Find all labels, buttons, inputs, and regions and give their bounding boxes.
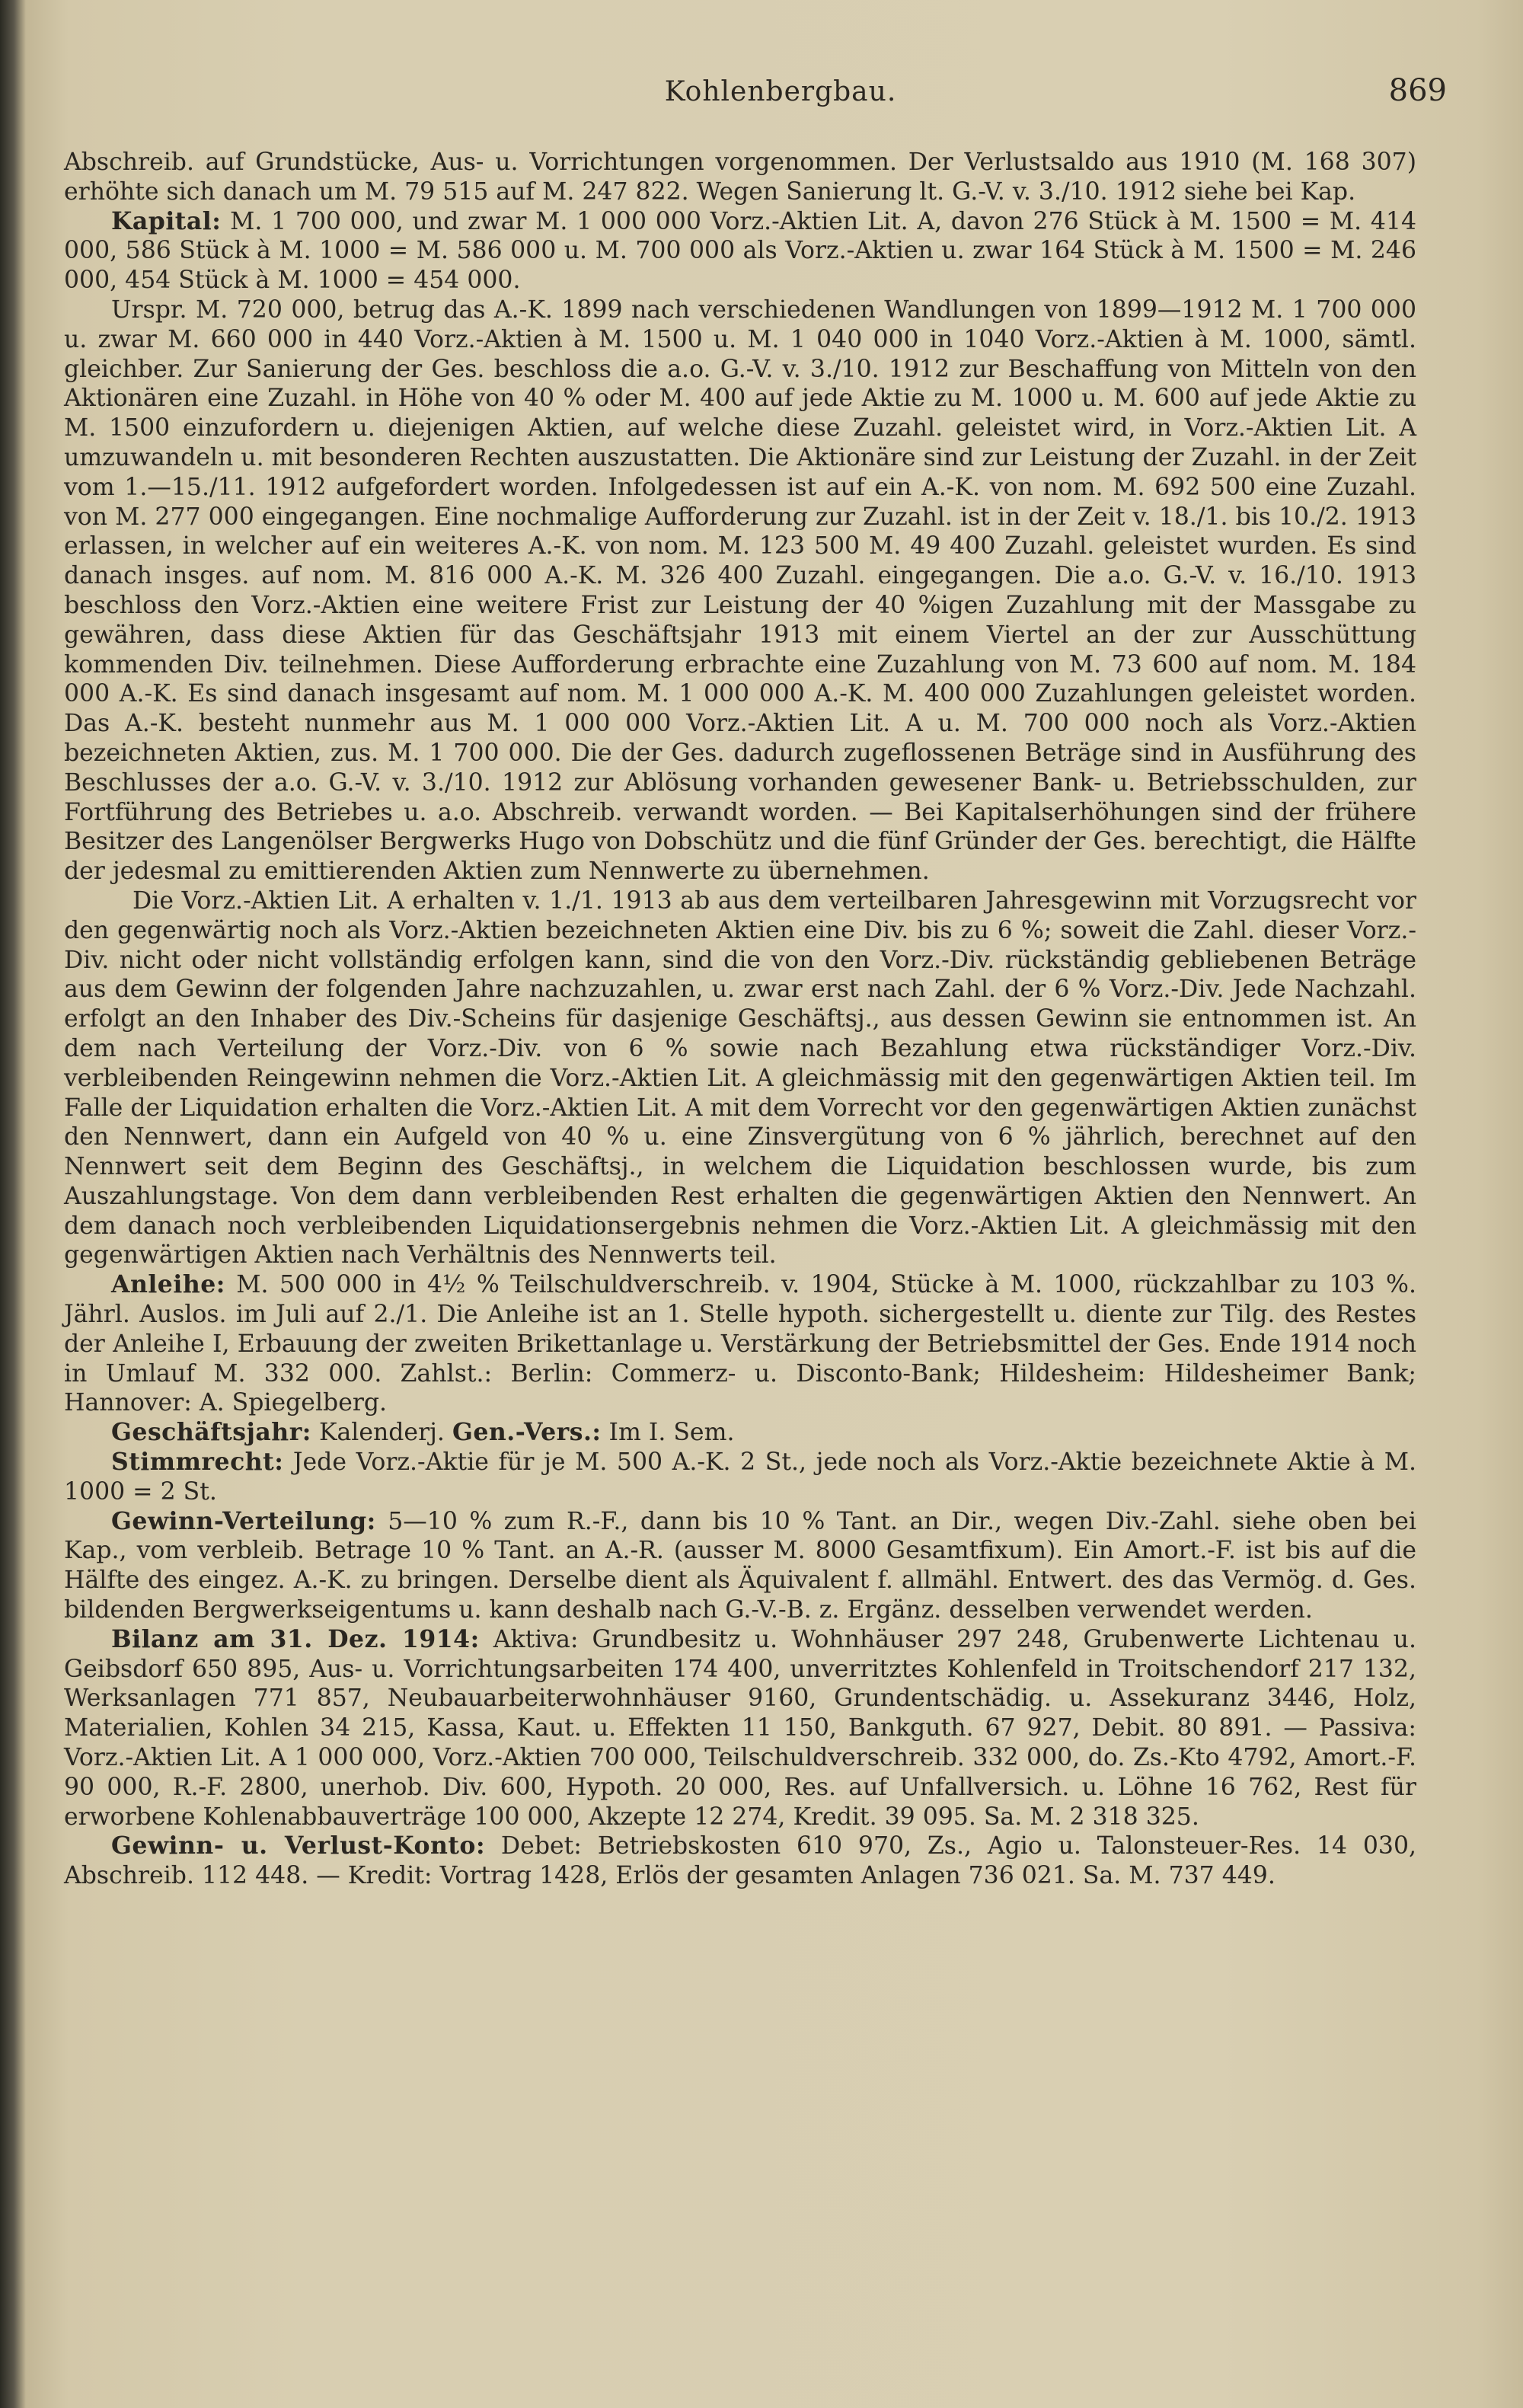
section-label-kapital: Kapital: xyxy=(111,206,222,235)
page-number: 869 xyxy=(1388,73,1447,108)
paragraph-text: Kalenderj. xyxy=(311,1419,452,1447)
paragraph-text: Urspr. M. 720 000, betrug das A.-K. 1899 nach verschiedenen Wandlungen von 1899—1912 M. 1 700 000 u. zwar M. 660 000 in 440 Vorz.-Aktien à M. 1500 u. M. 1 040 000 in 1040 Vorz.-Aktien à M. 1000, sämtl. gleichber. Zur Sanierung der Ges. beschloss die a.o. G.-V. v. 3./10. 1912 zur Beschaffung von Mitteln von den Aktionären eine Zuzahl. in Höhe von 40 % oder M. 400 auf jede Aktie zu M. 1000 u. M. 600 auf jede Aktie zu M. 1500 einzufordern u. diejenigen Aktien, auf welche diese Zuzahl. geleistet wird, in Vorz.-Aktien Lit. A umzuwandeln u. mit besonderen Rechten auszustatten. Die Aktionäre sind zur Leistung der Zuzahl. in der Zeit vom 1.—15./11. 1912 aufgefordert worden. Infolgedessen ist auf ein A.-K. von nom. M. 692 500 eine Zuzahl. von M. 277 000 eingegangen. Eine nochmalige Aufforderung zur Zuzahl. ist in der Zeit v. 18./1. bis 10./2. 1913 erlassen, in welcher auf ein weiteres A.-K. von nom. M. 123 500 M. 49 400 Zuzahl. geleistet wurden. Es sind danach insges. auf nom. M. 816 000 A.-K. M. 326 400 Zuzahl. eingegangen. Die a.o. G.-V. v. 16./10. 1913 beschloss den Vorz.-Aktien eine weitere Frist zur Leistung der 40 %igen Zuzahlung mit der Massgabe zu gewähren, dass diese Aktien für das Geschäftsjahr 1913 mit einem Viertel an der zur Ausschüttung kommenden Div. teilnehmen. Diese Aufforderung erbrachte eine Zuzahlung von M. 73 600 auf nom. M. 184 000 A.-K. Es sind danach insgesamt auf nom. M. 1 000 000 A.-K. M. 400 000 Zuzahlungen geleistet worden. Das A.-K. besteht nunmehr aus M. 1 000 000 Vorz.-Aktien Lit. A u. M. 700 000 noch als Vorz.-Aktien bezeichneten Aktien, zus. M. 1 700 000. Die der Ges. dadurch zugeflossenen Beträge sind in Ausführung des Beschlusses der a.o. G.-V. v. 3./10. 1912 zur Ablösung vorhanden gewesener Bank- u. Betriebsschulden, zur Fortführung des Betriebes u. a.o. Abschreib. verwandt worden. — Bei Kapitalserhöhungen sind der frühere Besitzer des Langenölser Bergwerks Hugo von Dobschütz und die fünf Gründer der Ges. berechtigt, die Hälfte der jedesmal zu emittierenden Aktien zum Nennwerte zu übernehmen. xyxy=(64,295,1416,886)
section-label-gewinn-verteilung: Gewinn-Verteilung: xyxy=(111,1506,376,1535)
paragraph-text: 5—10 % zum R.-F., dann bis 10 % Tant. an Dir., wegen Div.-Zahl. siehe oben bei Kap., vom verbleib. Betrage 10 % Tant. an A.-R. (ausser M. 8000 Gesamtfixum). Ein Amort.-F. ist bis auf die Hälfte des eingez. A.-K. zu bringen. Derselbe dient als Äquivalent f. allmähl. Entwert. des das Vermög. d. Ges. bildenden Bergwerkseigentums u. kann deshalb nach G.-V.-B. z. Ergänz. desselben verwendet werden. xyxy=(64,1507,1416,1624)
paragraph-abschreib xyxy=(64,148,1416,207)
page-header xyxy=(114,73,1447,119)
paragraph-text: Im I. Sem. xyxy=(601,1419,735,1447)
paragraph-geschaeftsjahr xyxy=(64,1418,1416,1448)
section-label-gen-vers: Gen.-Vers.: xyxy=(452,1418,602,1447)
book-spine-shadow xyxy=(0,0,26,2408)
paragraph-vorz-aktien xyxy=(64,886,1416,1270)
paragraph-text: Debet: Betriebskosten 610 970, Zs., Agio u. Talonsteuer-Res. 14 030, Abschreib. 112 448. — Kredit: Vortrag 1428, Erlös der gesamten Anlagen 736 021. Sa. M. 737 449. xyxy=(64,1832,1416,1890)
section-label-bilanz: Bilanz am 31. Dez. 1914: xyxy=(111,1624,480,1653)
body-text xyxy=(64,148,1416,1891)
paragraph-gewinn-verlust xyxy=(64,1832,1416,1891)
paragraph-text: Aktiva: Grundbesitz u. Wohnhäuser 297 248, Grubenwerte Lichtenau u. Geibsdorf 650 895, Aus- u. Vorrichtungsarbeiten 174 400, unverritztes Kohlenfeld in Troitschendorf 217 132, Werksanlagen 771 857, Neubauarbeiterwohnhäuser 9160, Grundentschädig. u. Assekuranz 3446, Holz, Materialien, Kohlen 34 215, Kassa, Kaut. u. Effekten 11 150, Bankguth. 67 927, Debit. 80 891. — Passiva: Vorz.-Aktien Lit. A 1 000 000, Vorz.-Aktien 700 000, Teilschuldverschreib. 332 000, do. Zs.-Kto 4792, Amort.-F. 90 000, R.-F. 2800, unerhob. Div. 600, Hypoth. 20 000, Res. auf Unfallversich. u. Löhne 16 762, Rest für erworbene Kohlenabbauverträge 100 000, Akzepte 12 274, Kredit. 39 095. Sa. M. 2 318 325. xyxy=(64,1625,1416,1831)
paragraph-gewinn-verteilung xyxy=(64,1507,1416,1625)
paragraph-text: Abschreib. auf Grundstücke, Aus- u. Vorrichtungen vorgenommen. Der Verlustsaldo aus 1910 (M. 168 307) erhöhte sich danach um M. 79 515 auf M. 247 822. Wegen Sanierung lt. G.-V. v. 3./10. 1912 siehe bei Kap. xyxy=(64,149,1416,206)
section-label-anleihe: Anleihe: xyxy=(111,1270,225,1299)
paragraph-text: Die Vorz.-Aktien Lit. A erhalten v. 1./1. 1913 ab aus dem verteilbaren Jahresgewinn mit Vorzugsrecht vor den gegenwärtig noch als Vorz.-Aktien bezeichneten Aktien eine Div. bis zu 6 %; soweit die Zahl. dieser Vorz.-Div. nicht oder nicht vollständig erfolgen kann, sind die von den Vorz.-Div. rückständig gebliebenen Beträge aus dem Gewinn der folgenden Jahre nachzuzahlen, u. zwar erst nach Zahl. der 6 % Vorz.-Div. Jede Nachzahl. erfolgt an den Inhaber des Div.-Scheins für dasjenige Geschäftsj., aus dessen Gewinn sie entnommen ist. An dem nach Verteilung der Vorz.-Div. von 6 % sowie nach Bezahlung etwa rückständiger Vorz.-Div. verbleibenden Reingewinn nehmen die Vorz.-Aktien Lit. A gleichmässig mit den gegenwärtigen Aktien teil. Im Falle der Liquidation erhalten die Vorz.-Aktien Lit. A mit dem Vorrecht vor den gegenwärtigen Aktien zunächst den Nennwert, dann ein Aufgeld von 40 % u. eine Zinsvergütung von 6 % jährlich, berechnet auf den Nennwert seit dem Beginn des Geschäftsj., in welchem die Liquidation beschlossen wurde, bis zum Auszahlungstage. Von dem dann verbleibenden Rest erhalten die gegenwärtigen Aktien den Nennwert. An dem danach noch verbleibenden Liquidationsergebnis nehmen die Vorz.-Aktien Lit. A gleichmässig mit den gegenwärtigen Aktien nach Verhältnis des Nennwerts teil. xyxy=(64,886,1416,1269)
paragraph-text: M. 500 000 in 4½ % Teilschuldverschreib. v. 1904, Stücke à M. 1000, rückzahlbar zu 103 %. Jährl. Auslos. im Juli auf 2./1. Die Anleihe ist an 1. Stelle hypoth. sichergestellt u. diente zur Tilg. des Restes der Anleihe I, Erbauung der zweiten Brikettanlage u. Verstärkung der Betriebsmittel der Ges. Ende 1914 noch in Umlauf M. 332 000. Zahlst.: Berlin: Commerz- u. Disconto-Bank; Hildesheim: Hildesheimer Bank; Hannover: A. Spiegelberg. xyxy=(64,1271,1416,1417)
paragraph-text: M. 1 700 000, und zwar M. 1 000 000 Vorz.-Aktien Lit. A, davon 276 Stück à M. 1500 = M. 414 000, 586 Stück à M. 1000 = M. 586 000 u. M. 700 000 als Vorz.-Aktien u. zwar 164 Stück à M. 1500 = M. 246 000, 454 Stück à M. 1000 = 454 000. xyxy=(64,207,1416,295)
paragraph-stimmrecht xyxy=(64,1448,1416,1507)
section-label-stimmrecht: Stimmrecht: xyxy=(111,1448,284,1477)
running-title: Kohlenbergbau. xyxy=(664,76,897,107)
paragraph-bilanz xyxy=(64,1625,1416,1832)
paragraph-ursprung xyxy=(64,295,1416,886)
section-label-gewinn-verlust: Gewinn- u. Verlust-Konto: xyxy=(111,1832,486,1860)
section-label-geschaeftsjahr: Geschäftsjahr: xyxy=(111,1418,311,1447)
paragraph-kapital xyxy=(64,207,1416,295)
paragraph-anleihe xyxy=(64,1270,1416,1418)
paragraph-text: Jede Vorz.-Aktie für je M. 500 A.-K. 2 St., jede noch als Vorz.-Aktie bezeichnete Aktie à M. 1000 = 2 St. xyxy=(64,1448,1416,1506)
